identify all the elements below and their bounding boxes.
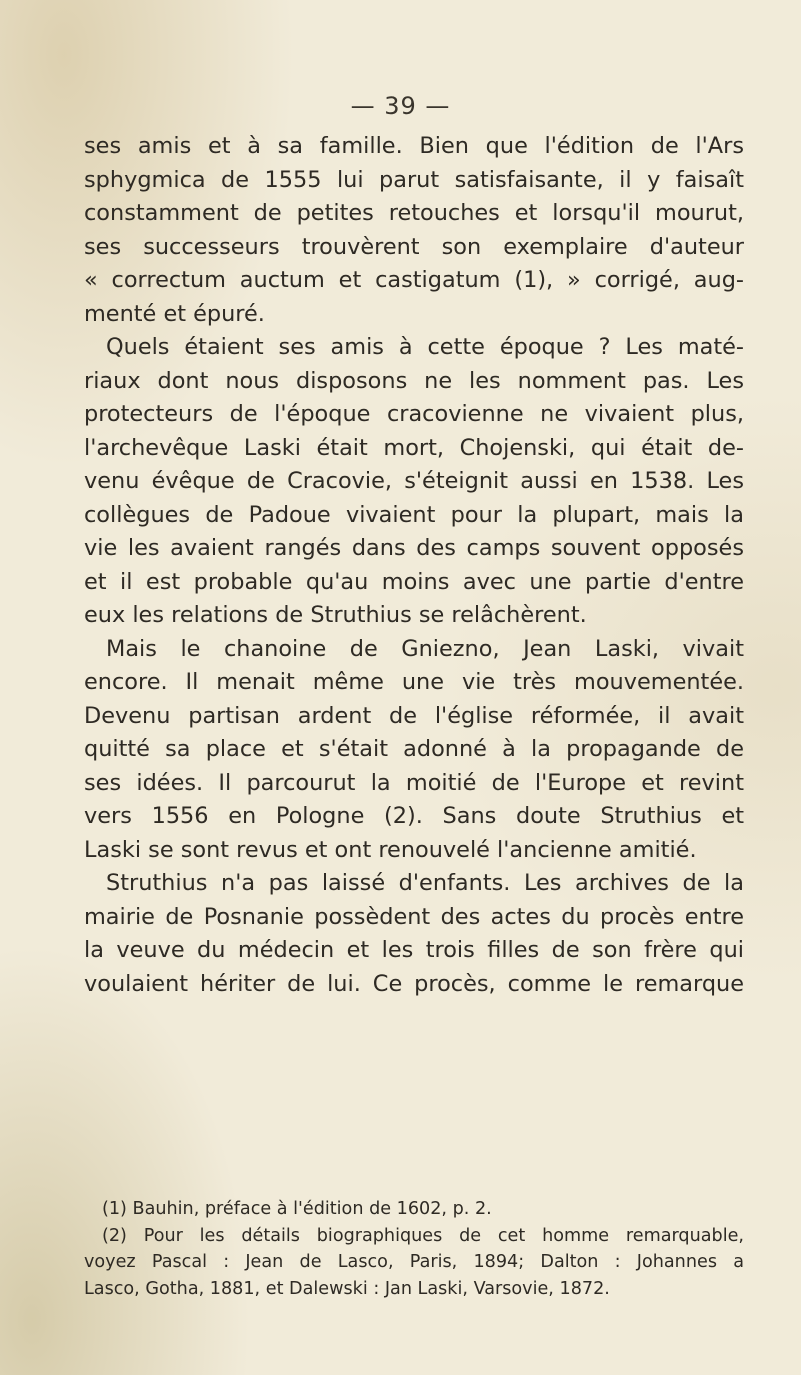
- body-text: [84, 130, 744, 1001]
- text-line: Devenu partisan ardent de l'église réformée, il avait: [84, 702, 744, 729]
- text-line: Mais le chanoine de Gniezno, Jean Laski, vivait: [106, 635, 744, 662]
- text-line: « correctum auctum et castigatum (1), » corrigé, aug-: [84, 267, 744, 293]
- footnote-2-continued: voyez Pascal : Jean de Lasco, Paris, 1894; Dalton : Johannes a: [84, 1252, 744, 1272]
- text-line: et il est probable qu'au moins avec une partie d'entre: [84, 568, 744, 595]
- text-line: ses amis et à sa famille. Bien que l'édition de l'Ars: [84, 133, 744, 159]
- text-line: venu évêque de Cracovie, s'éteignit aussi en 1538. Les: [84, 468, 744, 494]
- footnote-2: (2) Pour les détails biographiques de cet homme remarquable,: [102, 1225, 744, 1246]
- text-line: la veuve du médecin et les trois filles de son frère qui: [84, 937, 744, 963]
- text-line: vie les avaient rangés dans des camps souvent opposés: [84, 535, 744, 561]
- footnotes: [84, 1196, 744, 1302]
- text-line: eux les relations de Struthius se relâchèrent.: [84, 602, 587, 628]
- text-line: Laski se sont revus et ont renouvelé l'ancienne amitié.: [84, 836, 697, 863]
- footnote-2-continued: Lasco, Gotha, 1881, et Dalewski : Jan Laski, Varsovie, 1872.: [84, 1278, 610, 1299]
- page-number: — 39 —: [350, 92, 451, 120]
- text-line: Quels étaient ses amis à cette époque ? Les maté-: [106, 334, 744, 360]
- footnote-1: (1) Bauhin, préface à l'édition de 1602, p. 2.: [102, 1199, 492, 1219]
- text-line: mairie de Posnanie possèdent des actes du procès entre: [84, 903, 744, 930]
- text-line: riaux dont nous disposons ne les nomment pas. Les: [84, 367, 744, 394]
- text-line: ses successeurs trouvèrent son exemplaire d'auteur: [84, 233, 744, 260]
- text-line: collègues de Padoue vivaient pour la plupart, mais la: [84, 501, 744, 528]
- text-line: l'archevêque Laski était mort, Chojenski, qui était de-: [84, 434, 744, 461]
- text-line: sphygmica de 1555 lui parut satisfaisante, il y faisaît: [84, 166, 744, 193]
- text-line: voulaient hériter de lui. Ce procès, comme le remarque: [84, 970, 744, 997]
- text-line: encore. Il menait même une vie très mouvementée.: [84, 669, 744, 695]
- text-line: constamment de petites retouches et lorsqu'il mourut,: [84, 200, 744, 226]
- text-line: vers 1556 en Pologne (2). Sans doute Struthius et: [84, 803, 744, 829]
- text-line: menté et épuré.: [84, 300, 265, 327]
- text-line: quitté sa place et s'était adonné à la propagande de: [84, 736, 744, 762]
- text-line: ses idées. Il parcourut la moitié de l'Europe et revint: [84, 769, 744, 796]
- text-line: protecteurs de l'époque cracovienne ne vivaient plus,: [84, 401, 744, 427]
- text-line: Struthius n'a pas laissé d'enfants. Les archives de la: [106, 870, 744, 896]
